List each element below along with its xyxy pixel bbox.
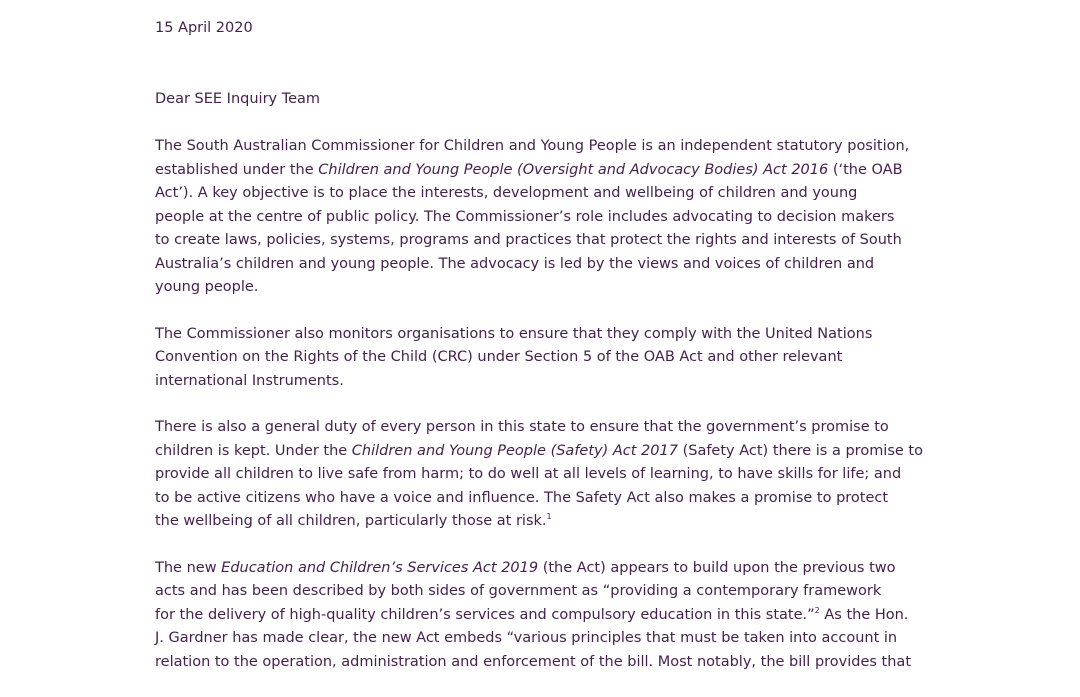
text-line: Australia’s children and young people. The advocacy is led by the views and voices of children and — [155, 255, 875, 272]
paragraph-commissioner-role — [155, 135, 945, 300]
act-title-oab: Children and Young People (Oversight and Advocacy Bodies) Act 2016 — [318, 161, 829, 178]
text-line: to create laws, policies, systems, programs and practices that protect the rights and interests of South — [155, 232, 902, 248]
text-line: for the delivery of high-quality children’s services and compulsory education in this state.”$^2$ As the Hon. — [155, 605, 909, 623]
text-line: established under the Children and Young People (Oversight and Advocacy Bodies) Act 2016 (‘the OAB — [155, 161, 903, 178]
text-line: Convention on the Rights of the Child (CRC) under Section 5 of the OAB Act and other relevant — [155, 349, 843, 365]
text-line: The South Australian Commissioner for Children and Young People is an independent statutory position, — [155, 138, 910, 154]
footnote-ref-1: 1 — [546, 512, 552, 522]
footnote-ref-2: 2 — [814, 605, 820, 615]
text-line: The Commissioner also monitors organisations to ensure that they comply with the United Nations — [155, 325, 873, 342]
text-line: There is also a general duty of every person in this state to ensure that the government’s promise to — [155, 419, 889, 435]
letter-date: 15 April 2020 — [155, 20, 253, 36]
text-line: children is kept. Under the Children and Young People (Safety) Act 2017 (Safety Act) there is a promise to — [155, 442, 923, 459]
text-line: people at the centre of public policy. The Commissioner’s role includes advocating to decision makers — [155, 208, 895, 225]
text-line: acts and has been described by both sides of government as “providing a contemporary framework — [155, 583, 882, 599]
letter-body — [155, 135, 945, 697]
text-line: to be active citizens who have a voice and influence. The Safety Act also makes a promise to protect — [155, 489, 889, 506]
paragraph-new-act — [155, 557, 945, 675]
paragraph-monitoring — [155, 323, 945, 394]
text-line: provide all children to live safe from harm; to do well at all levels of learning, to have skills for life; and — [155, 466, 902, 482]
text-line: the wellbeing of all children, particularly those at risk.$^1$ — [155, 512, 552, 529]
text-line: The new Education and Children’s Services Act 2019 (the Act) appears to build upon the previous two — [155, 559, 896, 576]
text-line: relation to the operation, administration and enforcement of the bill. Most notably, the bill provides that — [155, 653, 912, 670]
salutation: Dear SEE Inquiry Team — [155, 91, 321, 107]
act-title-education: Education and Children’s Services Act 2019 — [221, 559, 539, 576]
text-line: young people. — [155, 279, 259, 295]
act-title-safety: Children and Young People (Safety) Act 2017 — [351, 442, 678, 459]
paragraph-general-duty — [155, 416, 945, 534]
text-line: J. Gardner has made clear, the new Act embeds “various principles that must be taken into account in — [155, 630, 898, 646]
text-line: international Instruments. — [155, 372, 344, 389]
text-line: Act’). A key objective is to place the interests, development and wellbeing of children and young — [155, 185, 858, 201]
